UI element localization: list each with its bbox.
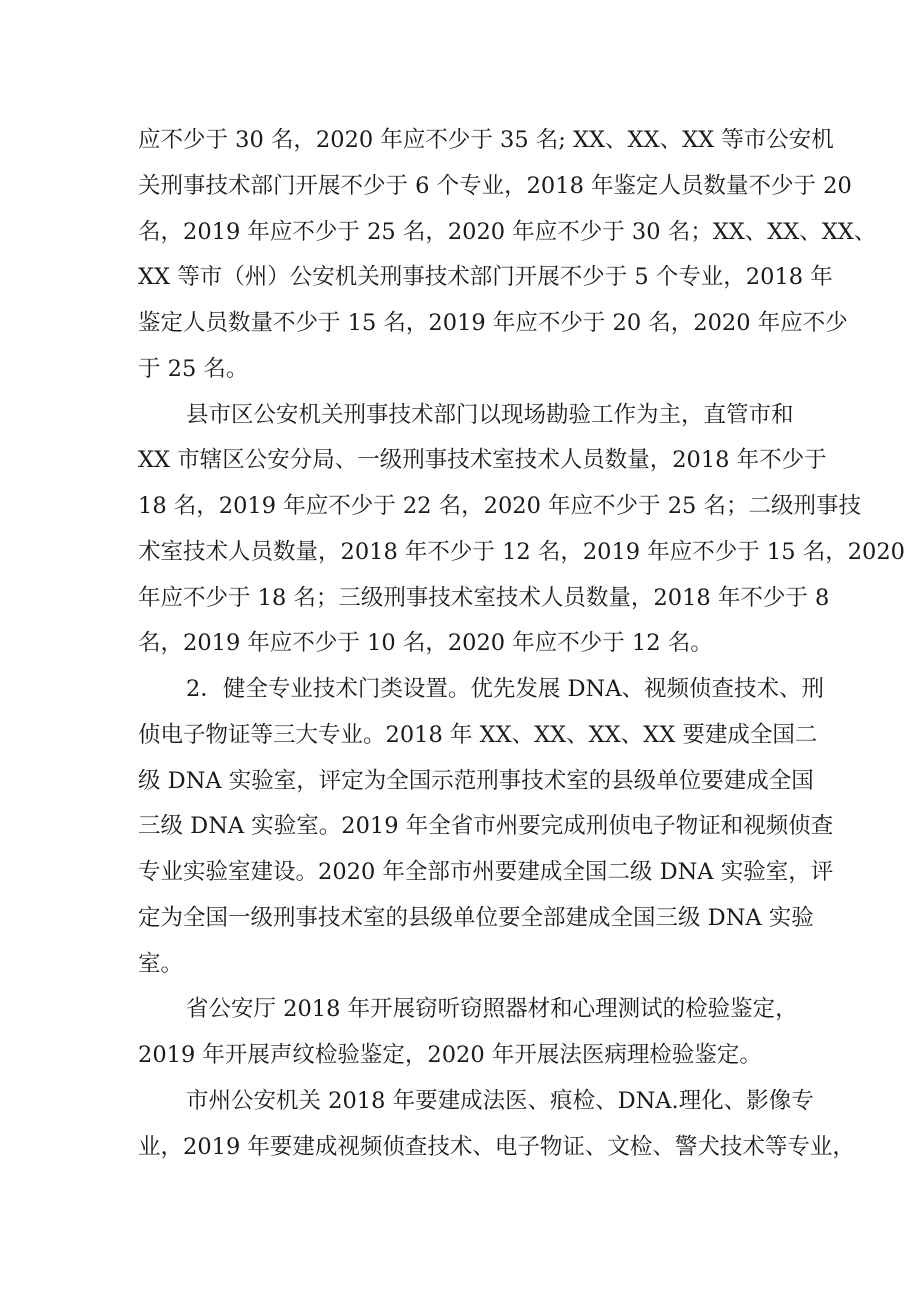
text-line: 名，2019 年应不少于 10 名，2020 年应不少于 12 名。 (138, 630, 713, 657)
text-line: 定为全国一级刑事技术室的县级单位要全部建成全国三级 DNA 实验 (138, 904, 814, 931)
text-line: 侦电子物证等三大专业。2018 年 XX、XX、XX、XX 要建成全国二 (138, 721, 818, 748)
text-line: XX 市辖区公安分局、一级刑事技术室技术人员数量，2018 年不少于 (138, 447, 827, 474)
text-line: 省公安厅 2018 年开展窃听窃照器材和心理测试的检验鉴定， (186, 996, 798, 1023)
paragraph-staffing-county (138, 393, 905, 668)
text-line: XX 等市（州）公安机关刑事技术部门开展不少于 5 个专业，2018 年 (138, 264, 833, 291)
text-line: 于 25 名。 (138, 355, 249, 382)
text-line: 2019 年开展声纹检验鉴定，2020 年开展法医病理检验鉴定。 (138, 1042, 762, 1068)
text-line: 年应不少于 18 名；三级刑事技术室技术人员数量，2018 年不少于 8 (138, 584, 830, 611)
section-heading-line: 2．健全专业技术门类设置。优先发展 DNA、视频侦查技术、刑 (186, 676, 824, 702)
text-line: 术室技术人员数量，2018 年不少于 12 名，2019 年应不少于 15 名，2020 (138, 538, 905, 565)
paragraph-city-agencies (138, 1079, 855, 1171)
paragraph-staffing-city-continued (138, 118, 877, 393)
text-line: 业，2019 年要建成视频侦查技术、电子物证、文检、警犬技术等专业， (138, 1133, 855, 1160)
paragraph-specialty-categories (138, 667, 834, 987)
text-line: 专业实验室建设。2020 年全部市州要建成全国二级 DNA 实验室，评 (138, 859, 834, 885)
text-line: 室。 (138, 950, 184, 977)
text-line: 三级 DNA 实验室。2019 年全省市州要完成刑侦电子物证和视频侦查 (138, 813, 834, 840)
document-page (138, 118, 905, 1170)
text-line: 级 DNA 实验室，评定为全国示范刑事技术室的县级单位要建成全国 (138, 767, 814, 794)
text-line: 市州公安机关 2018 年要建成法医、痕检、DNA.理化、影像专 (186, 1087, 814, 1114)
text-line: 名，2019 年应不少于 25 名，2020 年应不少于 30 名；XX、XX、XX、 (138, 218, 877, 245)
text-line: 18 名，2019 年应不少于 22 名，2020 年应不少于 25 名；二级刑事技 (138, 493, 861, 519)
text-line: 应不少于 30 名，2020 年应不少于 35 名; XX、XX、XX 等市公安机 (138, 127, 834, 153)
text-line: 县市区公安机关刑事技术部门以现场勘验工作为主，直管市和 (186, 401, 794, 428)
text-line: 关刑事技术部门开展不少于 6 个专业，2018 年鉴定人员数量不少于 20 (138, 172, 852, 199)
paragraph-provincial-department (138, 987, 798, 1079)
text-line: 鉴定人员数量不少于 15 名，2019 年应不少于 20 名，2020 年应不少 (138, 310, 848, 336)
